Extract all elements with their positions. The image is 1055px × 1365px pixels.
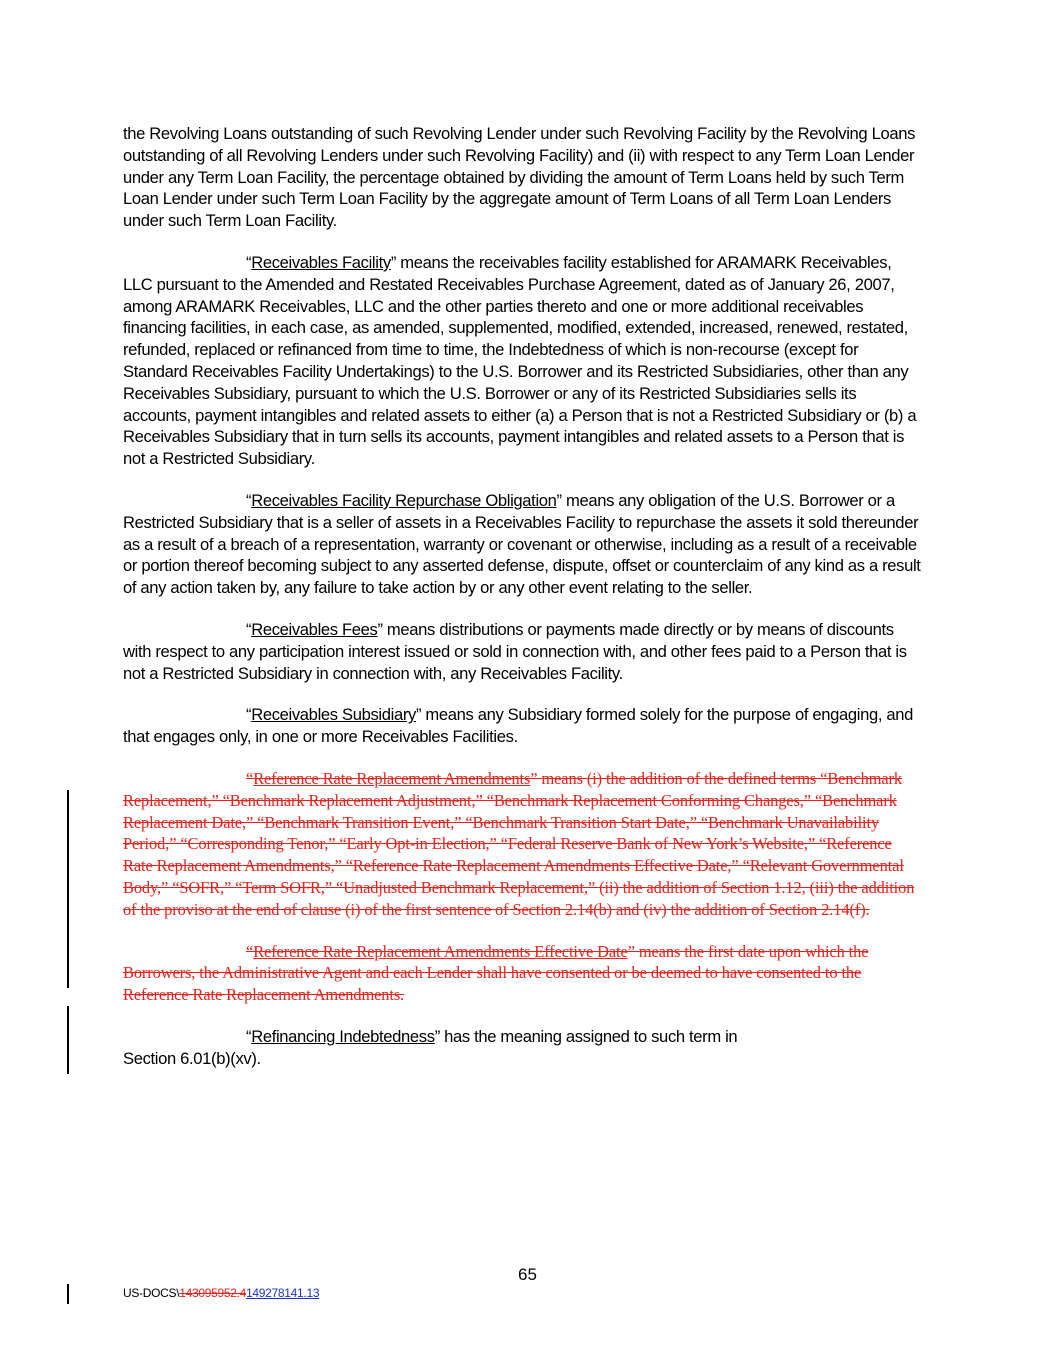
defined-term: Reference Rate Replacement Amendments Effective Date [253, 941, 628, 961]
definition-receivables-subsidiary: “Receivables Subsidiary” means any Subsidiary formed solely for the purpose of engaging, and that engages only, in one or more Receivables Facilities. [123, 705, 913, 747]
change-bar [67, 790, 69, 988]
inserted-doc-id: 149278141.13 [246, 1286, 320, 1300]
document-body [123, 123, 923, 1089]
defined-term: Receivables Fees [251, 619, 378, 639]
deleted-definition-reference-rate-replacement-amendments: “Reference Rate Replacement Amendments” means (i) the addition of the defined terms “Benchmark Replacement,” “Benchmark Replacement Adjustment,” “Benchmark Replacement Conforming Changes,” “Benchmark Replacement Date,” “Benchmark Transition Event,” “Benchmark Transition Start Date,” “Benchmark Unavailability Period,” “Corresponding Tenor,” “Early Opt-in Election,” “Federal Reserve Bank of New York’s Website,” “Reference Rate Replacement Amendments,” “Reference Rate Replacement Amendments Effective Date,” “Relevant Governmental Body,” “SOFR,” “Term SOFR,” “Unadjusted Benchmark Replacement,” (ii) the addition of Section 1.12, (iii) the addition of the proviso at the end of clause (i) of the first sentence of Section 2.14(b) and (iv) the addition of Section 2.14(f). [123, 768, 915, 919]
defined-term: Refinancing Indebtedness [251, 1026, 435, 1046]
definition-receivables-facility-repurchase-obligation: “Receivables Facility Repurchase Obligation” means any obligation of the U.S. Borrower or a Restricted Subsidiary that is a seller of assets in a Receivables Facility to repurchase the assets it sold thereunder as a result of a breach of a representation, warranty or covenant or otherwise, including as a result of a receivable or portion thereof becoming subject to any asserted defense, dispute, offset or counterclaim of any kind as a result of any action taken by, any failure to take action by or any other event relating to the seller. [123, 490, 921, 598]
change-bar [67, 1284, 69, 1304]
defined-term: Receivables Subsidiary [251, 705, 416, 725]
document-id-footer: US-DOCS\143095952.4149278141.13 [123, 1286, 320, 1300]
page-number: 65 [518, 1265, 537, 1284]
definition-receivables-facility: “Receivables Facility” means the receivables facility established for ARAMARK Receivables, LLC pursuant to the Amended and Restated Receivables Purchase Agreement, dated as of January 26, 2007, among ARAMARK Receivables, LLC and the other parties thereto and one or more additional receivables financing facilities, in each case, as amended, supplemented, modified, extended, increased, renewed, restated, refunded, replaced or refinanced from time to time, the Indebtedness of which is non-recourse (except for Standard Receivables Facility Undertakings) to the U.S. Borrower and its Restricted Subsidiaries, other than any Receivables Subsidiary, pursuant to which the U.S. Borrower or any of its Restricted Subsidiaries sells its accounts, payment intangibles and related assets to either (a) a Person that is not a Restricted Subsidiary or (b) a Receivables Subsidiary that in turn sells its accounts, payment intangibles and related assets to a Person that is not a Restricted Subsidiary. [123, 252, 917, 469]
paragraph-continuation: the Revolving Loans outstanding of such Revolving Lender under such Revolving Facility by the Revolving Loans outstanding of all Revolving Lenders under such Revolving Facility) and (ii) with respect to any Term Loan Lender under any Term Loan Facility, the percentage obtained by dividing the amount of Term Loans held by such Term Loan Lender under such Term Loan Facility by the aggregate amount of Term Loans of all Term Loan Lenders under such Term Loan Facility. [123, 124, 916, 231]
deleted-doc-id: 143095952.4 [179, 1286, 247, 1300]
definition-refinancing-indebtedness: “Refinancing Indebtedness” has the meaning assigned to such term in Section 6.01(b)(xv). [123, 1026, 738, 1068]
definition-receivables-fees: “Receivables Fees” means distributions or payments made directly or by means of discounts with respect to any participation interest issued or sold in connection with, and other fees paid to a Person that is not a Restricted Subsidiary in connection with, any Receivables Facility. [123, 619, 907, 683]
defined-term: Receivables Facility Repurchase Obligation [251, 490, 557, 510]
change-bar [67, 1006, 69, 1074]
deleted-definition-reference-rate-replacement-amendments-effective-date: “Reference Rate Replacement Amendments Effective Date” means the first date upon which the Borrowers, the Administrative Agent and each Lender shall have consented or be deemed to have consented to the Reference Rate Replacement Amendments. [123, 941, 869, 1005]
defined-term: Reference Rate Replacement Amendments [253, 768, 531, 788]
defined-term: Receivables Facility [251, 252, 391, 272]
